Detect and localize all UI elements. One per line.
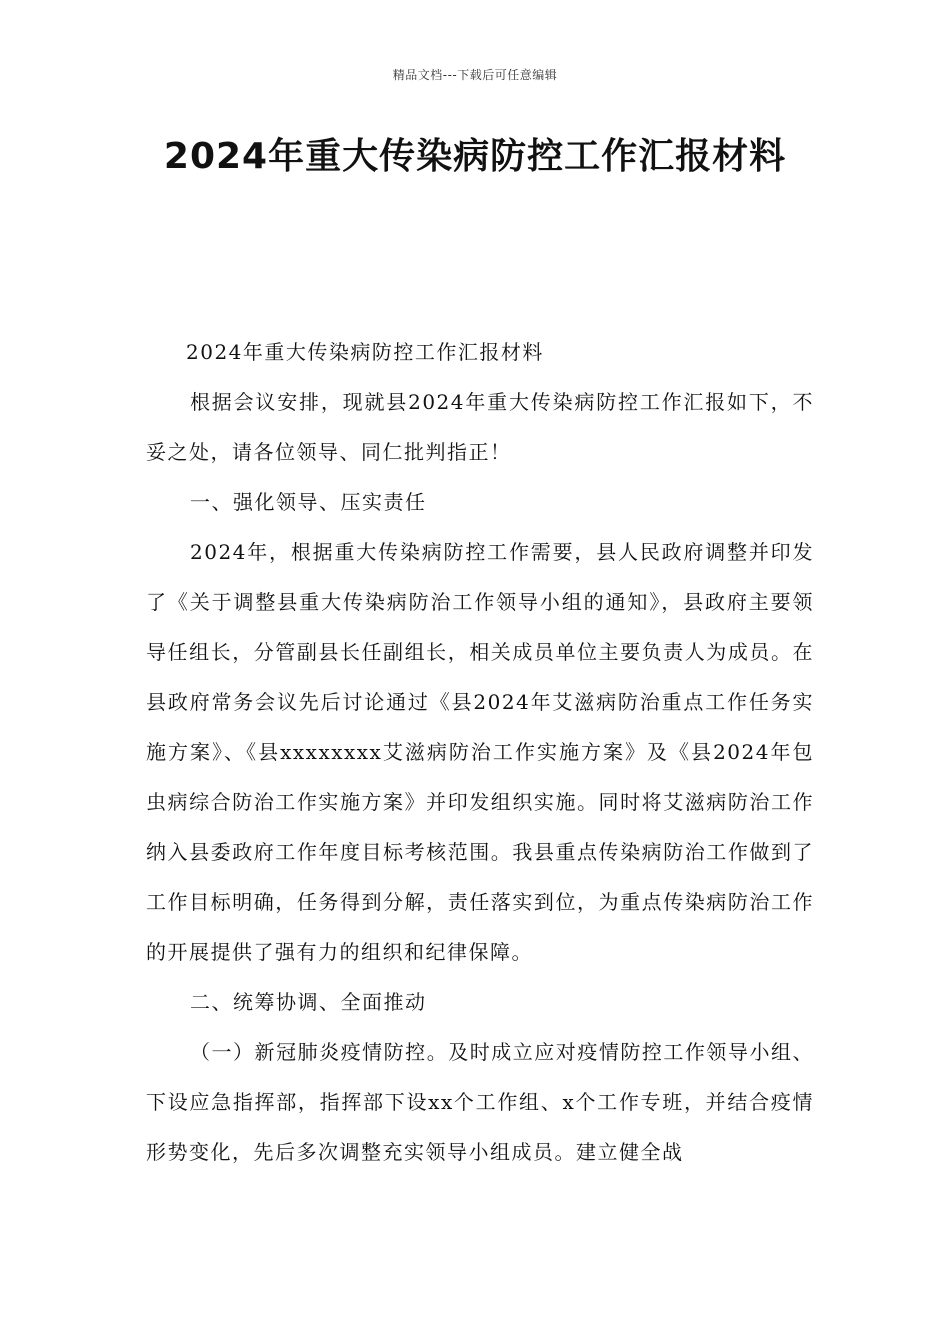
paragraph-section-2-1: （一）新冠肺炎疫情防控。及时成立应对疫情防控工作领导小组、下设应急指挥部，指挥部下设xx个工作组、x个工作专班，并结合疫情形势变化，先后多次调整充实领导小组成员。建立健全战 bbox=[146, 1040, 814, 1164]
paragraph-section-1: 2024年，根据重大传染病防控工作需要，县人民政府调整并印发了《关于调整县重大传染病防治工作领导小组的通知》，县政府主要领导任组长，分管副县长任副组长，相关成员单位主要负责人为成员。在县政府常务会议先后讨论通过《县2024年艾滋病防治重点工作任务实施方案》、《县xxxxxxxx艾滋病防治工作实施方案》及《县2024年包虫病综合防治工作实施方案》并印发组织实施。同时将艾滋病防治工作纳入县委政府工作年度目标考核范围。我县重点传染病防治工作做到了工作目标明确，任务得到分解，责任落实到位，为重点传染病防治工作的开展提供了强有力的组织和纪律保障。 bbox=[146, 540, 814, 964]
header-note: 精品文档---下载后可任意编辑 bbox=[392, 68, 558, 82]
paragraph-intro: 根据会议安排，现就县2024年重大传染病防控工作汇报如下，不妥之处，请各位领导、同仁批判指正！ bbox=[146, 390, 814, 464]
section-heading-2: 二、统筹协调、全面推动 bbox=[190, 990, 427, 1014]
document-body bbox=[146, 327, 814, 1177]
document-subtitle: 2024年重大传染病防控工作汇报材料 bbox=[186, 340, 544, 364]
section-heading-1: 一、强化领导、压实责任 bbox=[190, 490, 427, 514]
document-title: 2024年重大传染病防控工作汇报材料 bbox=[163, 136, 787, 177]
